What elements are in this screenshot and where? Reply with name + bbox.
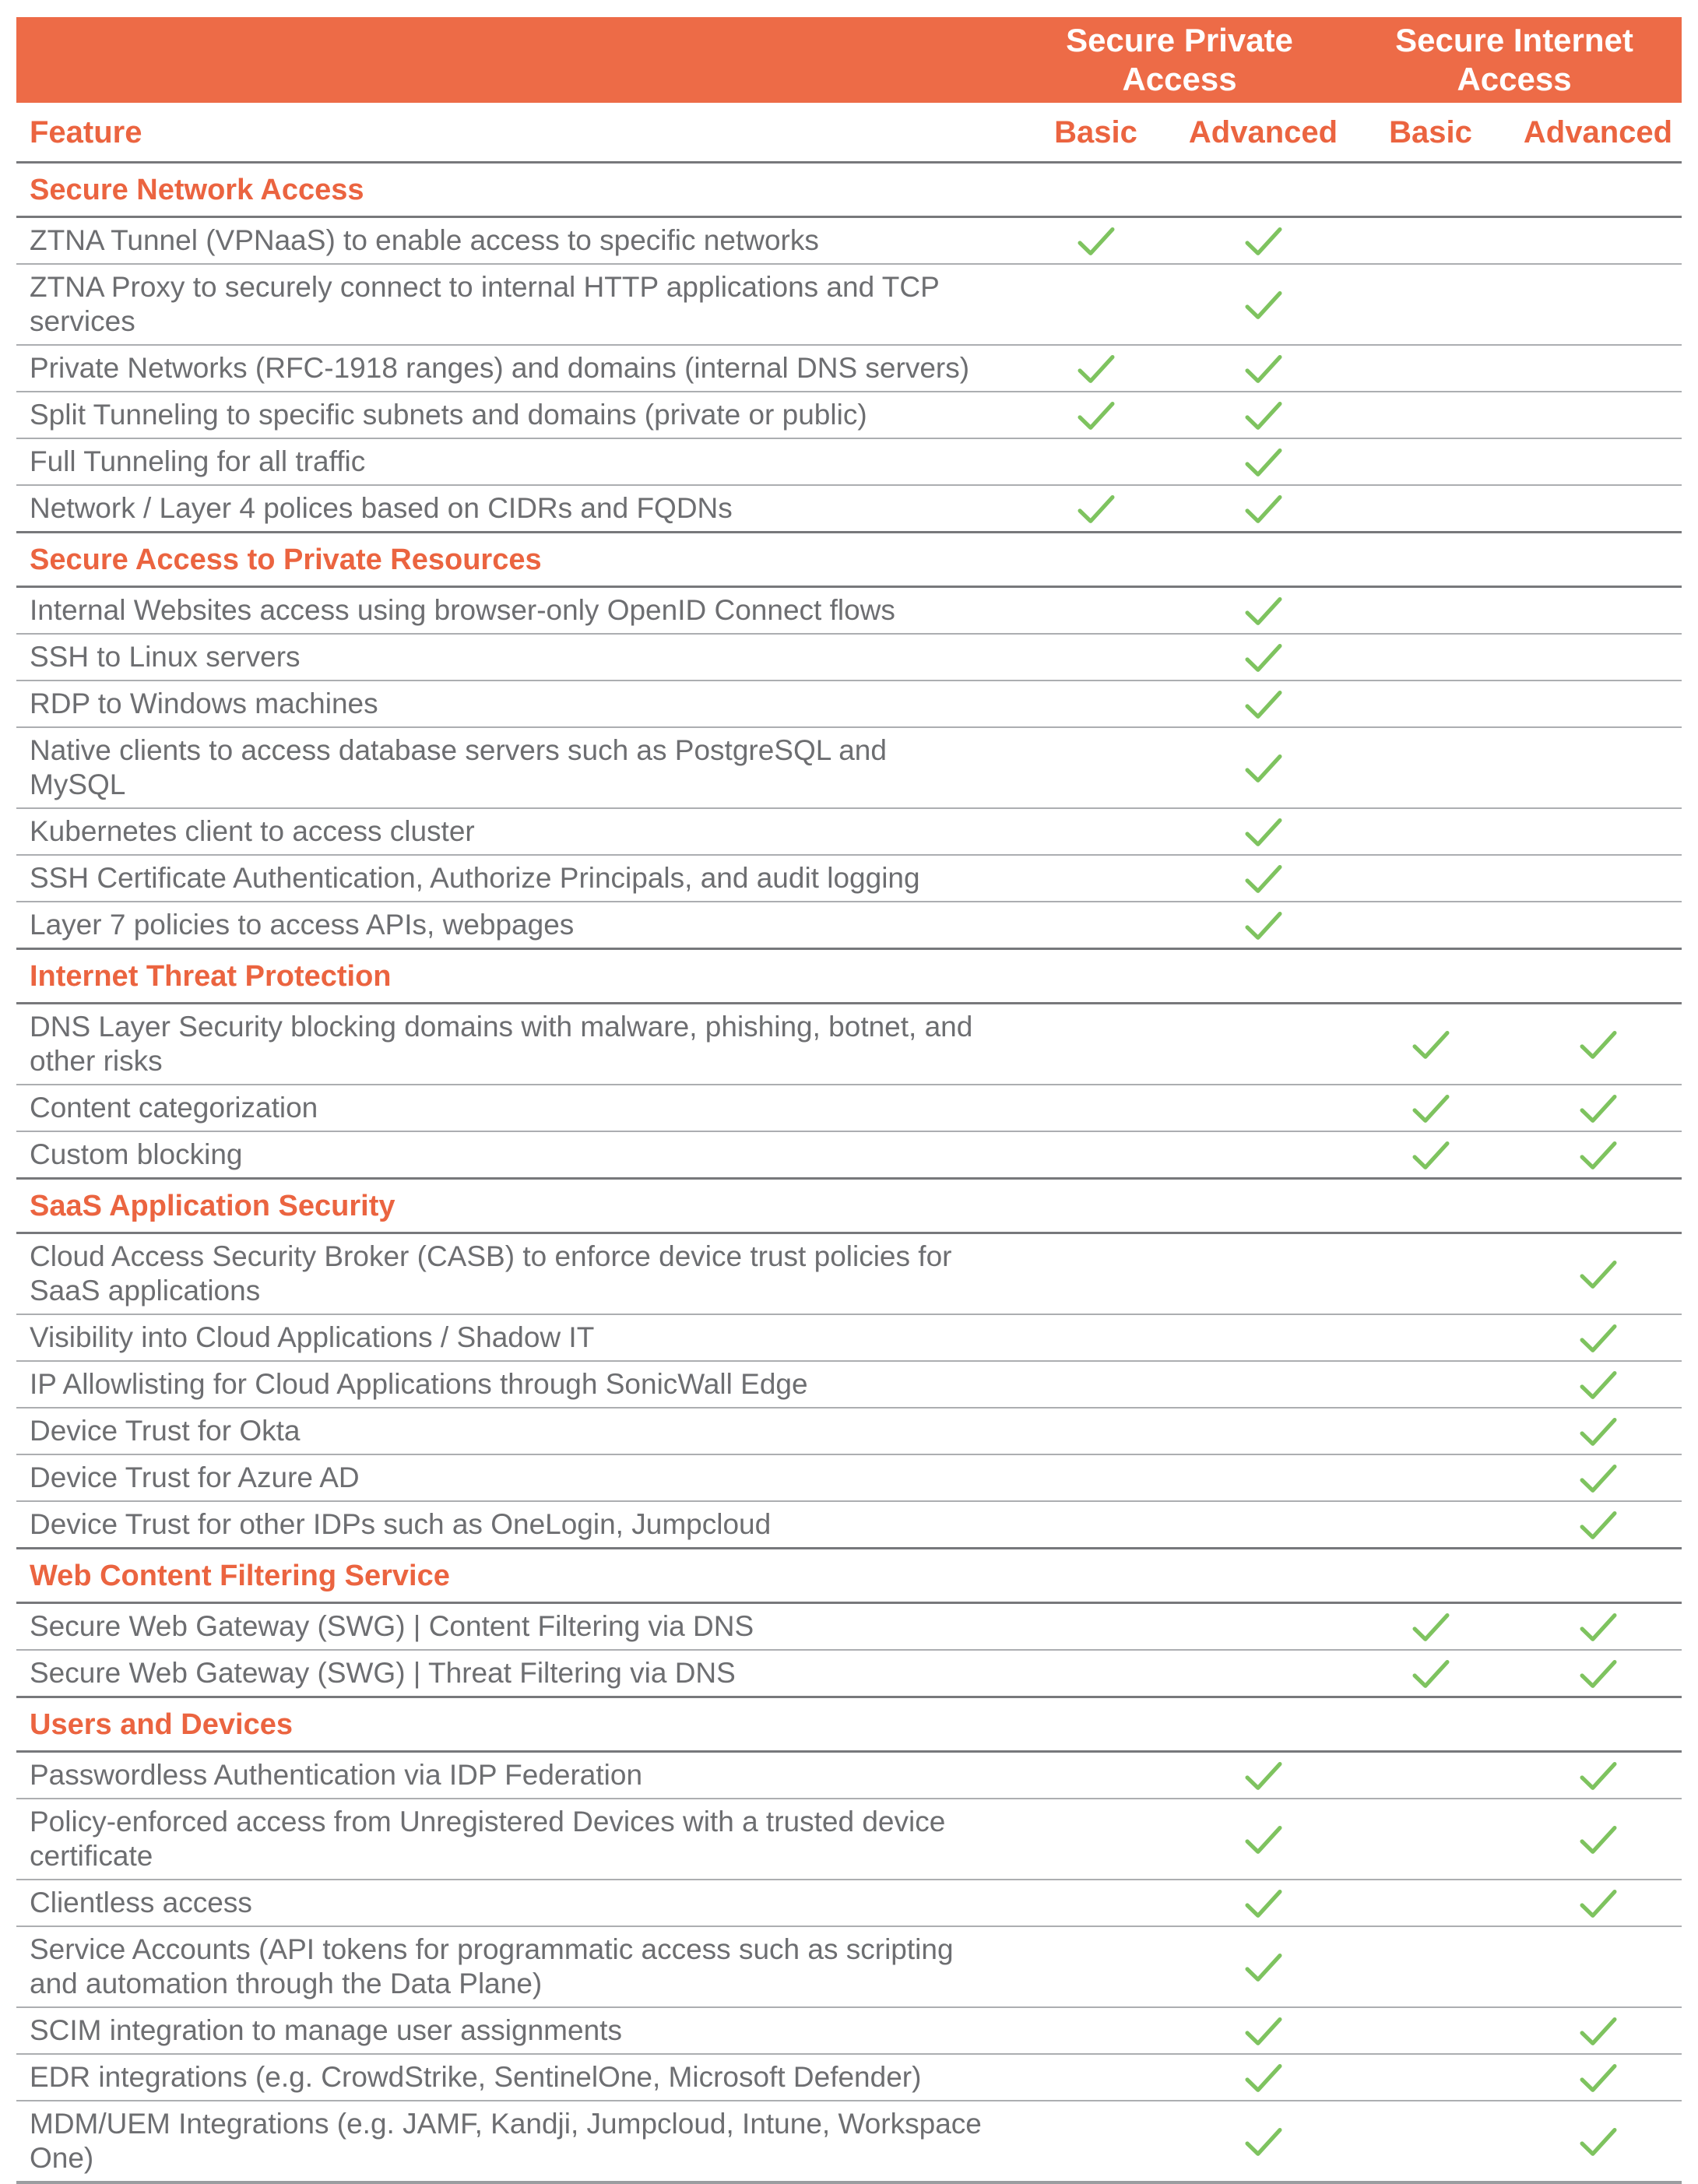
check-cell-spa-basic xyxy=(1012,485,1179,533)
check-cell-spa-advanced xyxy=(1179,1752,1347,1799)
feature-cell: Secure Web Gateway (SWG) | Content Filtering via DNS xyxy=(16,1603,1012,1651)
section-header-row xyxy=(16,1549,1682,1603)
table-banner xyxy=(16,17,1682,103)
check-cell-sia-advanced xyxy=(1514,634,1682,681)
section-header-row xyxy=(16,163,1682,217)
check-icon xyxy=(1579,1416,1618,1448)
comparison-table-body xyxy=(16,163,1682,2183)
check-cell-spa-basic xyxy=(1012,1085,1179,1131)
check-cell-spa-basic xyxy=(1012,587,1179,635)
check-icon xyxy=(1244,2126,1283,2158)
check-cell-spa-basic xyxy=(1012,1799,1179,1880)
check-cell-spa-basic xyxy=(1012,2054,1179,2101)
check-cell-sia-advanced xyxy=(1514,2054,1682,2101)
check-cell-sia-basic xyxy=(1347,808,1514,855)
check-cell-spa-basic xyxy=(1012,217,1179,265)
check-cell-sia-advanced xyxy=(1514,1799,1682,1880)
feature-cell: Service Accounts (API tokens for programmatic access such as scripting and automation through the Data Plane) xyxy=(16,1926,1012,2007)
check-icon xyxy=(1244,353,1283,385)
table-row xyxy=(16,485,1682,533)
check-cell-spa-basic xyxy=(1012,1004,1179,1085)
table-row xyxy=(16,1650,1682,1697)
check-cell-sia-advanced xyxy=(1514,902,1682,949)
check-cell-sia-basic xyxy=(1347,1926,1514,2007)
check-cell-sia-basic xyxy=(1347,1799,1514,1880)
check-cell-spa-advanced xyxy=(1179,2101,1347,2182)
check-icon xyxy=(1579,1370,1618,1401)
column-header-spa-basic: Basic xyxy=(1012,103,1179,163)
check-cell-sia-advanced xyxy=(1514,808,1682,855)
check-icon xyxy=(1411,1140,1450,1172)
check-icon xyxy=(1579,1093,1618,1125)
feature-cell: Passwordless Authentication via IDP Federation xyxy=(16,1752,1012,1799)
check-cell-sia-basic xyxy=(1347,634,1514,681)
check-cell-sia-basic xyxy=(1347,345,1514,392)
section-header-row xyxy=(16,533,1682,587)
column-header-sia-basic: Basic xyxy=(1347,103,1514,163)
feature-cell: Device Trust for other IDPs such as OneLogin, Jumpcloud xyxy=(16,1501,1012,1549)
check-icon xyxy=(1579,1463,1618,1495)
feature-cell: Content categorization xyxy=(16,1085,1012,1131)
check-cell-spa-basic xyxy=(1012,634,1179,681)
check-cell-spa-basic xyxy=(1012,1131,1179,1179)
check-icon xyxy=(1244,1888,1283,1920)
column-header-sia-advanced: Advanced xyxy=(1514,103,1682,163)
check-cell-sia-advanced xyxy=(1514,1603,1682,1651)
check-cell-sia-advanced xyxy=(1514,392,1682,438)
check-cell-sia-advanced xyxy=(1514,1926,1682,2007)
feature-cell: Custom blocking xyxy=(16,1131,1012,1179)
check-cell-spa-advanced xyxy=(1179,1314,1347,1361)
check-icon xyxy=(1244,2016,1283,2048)
table-row xyxy=(16,634,1682,681)
feature-cell: IP Allowlisting for Cloud Applications through SonicWall Edge xyxy=(16,1361,1012,1408)
feature-cell: Native clients to access database servers such as PostgreSQL and MySQL xyxy=(16,727,1012,808)
check-icon xyxy=(1244,290,1283,322)
check-cell-spa-advanced xyxy=(1179,727,1347,808)
check-cell-sia-basic xyxy=(1347,264,1514,345)
feature-cell: ZTNA Tunnel (VPNaaS) to enable access to specific networks xyxy=(16,217,1012,265)
check-cell-sia-basic xyxy=(1347,1004,1514,1085)
feature-cell: Device Trust for Azure AD xyxy=(16,1454,1012,1501)
table-row xyxy=(16,1233,1682,1315)
check-icon xyxy=(1411,1029,1450,1061)
table-row xyxy=(16,438,1682,485)
check-cell-sia-basic xyxy=(1347,1131,1514,1179)
check-cell-sia-basic xyxy=(1347,217,1514,265)
check-cell-sia-basic xyxy=(1347,681,1514,727)
check-icon xyxy=(1579,1323,1618,1355)
section-title: Secure Access to Private Resources xyxy=(16,533,1682,587)
check-cell-spa-advanced xyxy=(1179,438,1347,485)
table-row xyxy=(16,392,1682,438)
check-icon xyxy=(1244,910,1283,942)
table-row xyxy=(16,808,1682,855)
table-row xyxy=(16,1926,1682,2007)
column-header-row xyxy=(16,103,1682,163)
table-row xyxy=(16,2007,1682,2054)
check-cell-sia-basic xyxy=(1347,1603,1514,1651)
feature-cell: Visibility into Cloud Applications / Shadow IT xyxy=(16,1314,1012,1361)
check-icon xyxy=(1579,1140,1618,1172)
check-cell-sia-basic xyxy=(1347,1880,1514,1926)
check-icon xyxy=(1244,817,1283,849)
check-icon xyxy=(1579,1658,1618,1690)
table-row xyxy=(16,855,1682,902)
check-icon xyxy=(1244,689,1283,721)
feature-cell: EDR integrations (e.g. CrowdStrike, SentinelOne, Microsoft Defender) xyxy=(16,2054,1012,2101)
feature-cell: Private Networks (RFC-1918 ranges) and domains (internal DNS servers) xyxy=(16,345,1012,392)
feature-cell: Network / Layer 4 polices based on CIDRs and FQDNs xyxy=(16,485,1012,533)
check-cell-spa-basic xyxy=(1012,681,1179,727)
check-icon xyxy=(1244,1760,1283,1792)
check-cell-spa-advanced xyxy=(1179,217,1347,265)
check-cell-spa-basic xyxy=(1012,1361,1179,1408)
check-cell-sia-advanced xyxy=(1514,1454,1682,1501)
feature-cell: RDP to Windows machines xyxy=(16,681,1012,727)
check-icon xyxy=(1077,494,1116,526)
check-icon xyxy=(1411,1658,1450,1690)
check-cell-spa-advanced xyxy=(1179,1799,1347,1880)
check-cell-sia-advanced xyxy=(1514,1650,1682,1697)
check-icon xyxy=(1579,2126,1618,2158)
feature-cell: Policy-enforced access from Unregistered Devices with a trusted device certificate xyxy=(16,1799,1012,1880)
check-cell-sia-advanced xyxy=(1514,438,1682,485)
table-row xyxy=(16,727,1682,808)
check-cell-spa-advanced xyxy=(1179,1926,1347,2007)
table-row xyxy=(16,1085,1682,1131)
check-icon xyxy=(1579,1824,1618,1856)
section-title: Secure Network Access xyxy=(16,163,1682,217)
check-cell-sia-basic xyxy=(1347,1408,1514,1454)
check-cell-spa-advanced xyxy=(1179,1004,1347,1085)
check-icon xyxy=(1411,1093,1450,1125)
check-icon xyxy=(1077,353,1116,385)
check-cell-sia-basic xyxy=(1347,1314,1514,1361)
check-cell-spa-advanced xyxy=(1179,1131,1347,1179)
check-cell-sia-basic xyxy=(1347,392,1514,438)
column-header-spa-advanced: Advanced xyxy=(1179,103,1347,163)
check-icon xyxy=(1579,2016,1618,2048)
feature-cell: Split Tunneling to specific subnets and domains (private or public) xyxy=(16,392,1012,438)
check-cell-sia-advanced xyxy=(1514,855,1682,902)
check-icon xyxy=(1579,1888,1618,1920)
check-cell-sia-advanced xyxy=(1514,1752,1682,1799)
table-row xyxy=(16,681,1682,727)
section-header-row xyxy=(16,1179,1682,1233)
check-cell-spa-basic xyxy=(1012,1603,1179,1651)
check-cell-sia-basic xyxy=(1347,485,1514,533)
check-icon xyxy=(1077,226,1116,258)
check-cell-spa-basic xyxy=(1012,855,1179,902)
feature-cell: ZTNA Proxy to securely connect to internal HTTP applications and TCP services xyxy=(16,264,1012,345)
check-cell-spa-advanced xyxy=(1179,1501,1347,1549)
table-row xyxy=(16,1752,1682,1799)
table-row xyxy=(16,1131,1682,1179)
table-row xyxy=(16,1361,1682,1408)
check-icon xyxy=(1244,753,1283,785)
feature-cell: Internal Websites access using browser-only OpenID Connect flows xyxy=(16,587,1012,635)
table-row xyxy=(16,2101,1682,2182)
check-cell-spa-basic xyxy=(1012,1501,1179,1549)
check-cell-sia-basic xyxy=(1347,587,1514,635)
check-cell-sia-basic xyxy=(1347,1233,1514,1315)
check-cell-sia-advanced xyxy=(1514,1131,1682,1179)
table-row xyxy=(16,1314,1682,1361)
check-cell-sia-basic xyxy=(1347,2007,1514,2054)
check-cell-sia-advanced xyxy=(1514,1880,1682,1926)
table-row xyxy=(16,1454,1682,1501)
check-cell-sia-advanced xyxy=(1514,727,1682,808)
feature-cell: Secure Web Gateway (SWG) | Threat Filtering via DNS xyxy=(16,1650,1012,1697)
check-cell-spa-advanced xyxy=(1179,1454,1347,1501)
check-cell-spa-basic xyxy=(1012,902,1179,949)
feature-comparison-table xyxy=(16,103,1682,2184)
check-cell-sia-basic xyxy=(1347,902,1514,949)
check-icon xyxy=(1579,2063,1618,2094)
check-cell-spa-advanced xyxy=(1179,587,1347,635)
section-title: Web Content Filtering Service xyxy=(16,1549,1682,1603)
check-cell-spa-advanced xyxy=(1179,634,1347,681)
check-cell-sia-advanced xyxy=(1514,1004,1682,1085)
check-cell-spa-basic xyxy=(1012,1880,1179,1926)
check-cell-spa-advanced xyxy=(1179,1233,1347,1315)
check-cell-sia-advanced xyxy=(1514,681,1682,727)
feature-column-header: Feature xyxy=(16,103,1012,163)
check-cell-sia-advanced xyxy=(1514,2101,1682,2182)
table-row xyxy=(16,1004,1682,1085)
check-cell-sia-basic xyxy=(1347,855,1514,902)
table-row xyxy=(16,1799,1682,1880)
feature-cell: Cloud Access Security Broker (CASB) to enforce device trust policies for SaaS applications xyxy=(16,1233,1012,1315)
check-cell-spa-basic xyxy=(1012,438,1179,485)
check-cell-spa-basic xyxy=(1012,1454,1179,1501)
column-group-secure-internet-access: Secure Internet Access xyxy=(1395,22,1633,97)
section-title: Users and Devices xyxy=(16,1697,1682,1752)
check-cell-spa-advanced xyxy=(1179,264,1347,345)
check-icon xyxy=(1077,400,1116,432)
check-cell-spa-basic xyxy=(1012,1408,1179,1454)
check-icon xyxy=(1244,1824,1283,1856)
feature-cell: DNS Layer Security blocking domains with malware, phishing, botnet, and other risks xyxy=(16,1004,1012,1085)
check-cell-sia-basic xyxy=(1347,2101,1514,2182)
feature-cell: SCIM integration to manage user assignments xyxy=(16,2007,1012,2054)
check-icon xyxy=(1244,494,1283,526)
feature-cell: Kubernetes client to access cluster xyxy=(16,808,1012,855)
column-group-secure-private-access: Secure Private Access xyxy=(1066,22,1293,97)
check-cell-sia-advanced xyxy=(1514,2007,1682,2054)
check-cell-spa-advanced xyxy=(1179,1408,1347,1454)
check-cell-sia-advanced xyxy=(1514,1314,1682,1361)
feature-cell: Full Tunneling for all traffic xyxy=(16,438,1012,485)
feature-cell: Layer 7 policies to access APIs, webpages xyxy=(16,902,1012,949)
table-row xyxy=(16,1603,1682,1651)
check-cell-sia-advanced xyxy=(1514,217,1682,265)
check-cell-spa-advanced xyxy=(1179,1361,1347,1408)
check-cell-sia-basic xyxy=(1347,1650,1514,1697)
check-cell-sia-advanced xyxy=(1514,1085,1682,1131)
table-row xyxy=(16,2054,1682,2101)
section-header-row xyxy=(16,1697,1682,1752)
check-cell-spa-advanced xyxy=(1179,902,1347,949)
check-cell-sia-advanced xyxy=(1514,1233,1682,1315)
check-cell-spa-basic xyxy=(1012,392,1179,438)
check-icon xyxy=(1244,863,1283,895)
feature-cell: SSH Certificate Authentication, Authorize Principals, and audit logging xyxy=(16,855,1012,902)
check-icon xyxy=(1579,1510,1618,1542)
table-row xyxy=(16,217,1682,265)
check-icon xyxy=(1244,400,1283,432)
check-icon xyxy=(1244,2063,1283,2094)
table-row xyxy=(16,902,1682,949)
check-cell-sia-advanced xyxy=(1514,587,1682,635)
check-cell-spa-advanced xyxy=(1179,345,1347,392)
check-cell-spa-advanced xyxy=(1179,1085,1347,1131)
check-icon xyxy=(1244,642,1283,674)
section-header-row xyxy=(16,949,1682,1004)
check-cell-spa-advanced xyxy=(1179,1603,1347,1651)
table-row xyxy=(16,587,1682,635)
check-cell-spa-advanced xyxy=(1179,485,1347,533)
check-cell-sia-advanced xyxy=(1514,485,1682,533)
check-cell-spa-basic xyxy=(1012,727,1179,808)
table-row xyxy=(16,345,1682,392)
check-icon xyxy=(1411,1612,1450,1644)
check-icon xyxy=(1244,226,1283,258)
table-row xyxy=(16,1880,1682,1926)
check-cell-sia-basic xyxy=(1347,1085,1514,1131)
section-title: Internet Threat Protection xyxy=(16,949,1682,1004)
check-cell-sia-basic xyxy=(1347,1454,1514,1501)
check-cell-sia-advanced xyxy=(1514,264,1682,345)
check-cell-sia-basic xyxy=(1347,438,1514,485)
table-row xyxy=(16,264,1682,345)
feature-cell: MDM/UEM Integrations (e.g. JAMF, Kandji, Jumpcloud, Intune, Workspace One) xyxy=(16,2101,1012,2182)
check-cell-spa-advanced xyxy=(1179,855,1347,902)
check-cell-sia-advanced xyxy=(1514,1361,1682,1408)
feature-cell: Device Trust for Okta xyxy=(16,1408,1012,1454)
check-cell-spa-advanced xyxy=(1179,392,1347,438)
check-icon xyxy=(1579,1259,1618,1291)
table-row xyxy=(16,1408,1682,1454)
check-cell-spa-basic xyxy=(1012,2101,1179,2182)
check-cell-spa-basic xyxy=(1012,1650,1179,1697)
check-icon xyxy=(1579,1760,1618,1792)
check-cell-sia-advanced xyxy=(1514,345,1682,392)
check-cell-sia-basic xyxy=(1347,1361,1514,1408)
feature-cell: Clientless access xyxy=(16,1880,1012,1926)
check-cell-sia-advanced xyxy=(1514,1408,1682,1454)
check-icon xyxy=(1244,596,1283,628)
feature-cell: SSH to Linux servers xyxy=(16,634,1012,681)
check-cell-spa-advanced xyxy=(1179,808,1347,855)
check-cell-spa-basic xyxy=(1012,1233,1179,1315)
check-icon xyxy=(1579,1612,1618,1644)
check-cell-sia-basic xyxy=(1347,1501,1514,1549)
check-icon xyxy=(1244,1952,1283,1984)
check-cell-sia-basic xyxy=(1347,2054,1514,2101)
check-cell-sia-advanced xyxy=(1514,1501,1682,1549)
check-cell-spa-basic xyxy=(1012,2007,1179,2054)
check-cell-sia-basic xyxy=(1347,1752,1514,1799)
check-cell-spa-advanced xyxy=(1179,681,1347,727)
check-cell-spa-advanced xyxy=(1179,2007,1347,2054)
check-cell-spa-advanced xyxy=(1179,1880,1347,1926)
check-cell-spa-basic xyxy=(1012,1314,1179,1361)
table-row xyxy=(16,1501,1682,1549)
check-cell-spa-basic xyxy=(1012,345,1179,392)
check-cell-spa-basic xyxy=(1012,808,1179,855)
check-cell-spa-advanced xyxy=(1179,1650,1347,1697)
check-cell-spa-basic xyxy=(1012,264,1179,345)
section-title: SaaS Application Security xyxy=(16,1179,1682,1233)
check-cell-spa-basic xyxy=(1012,1926,1179,2007)
check-cell-spa-basic xyxy=(1012,1752,1179,1799)
check-cell-spa-advanced xyxy=(1179,2054,1347,2101)
check-cell-sia-basic xyxy=(1347,727,1514,808)
check-icon xyxy=(1579,1029,1618,1061)
check-icon xyxy=(1244,447,1283,479)
